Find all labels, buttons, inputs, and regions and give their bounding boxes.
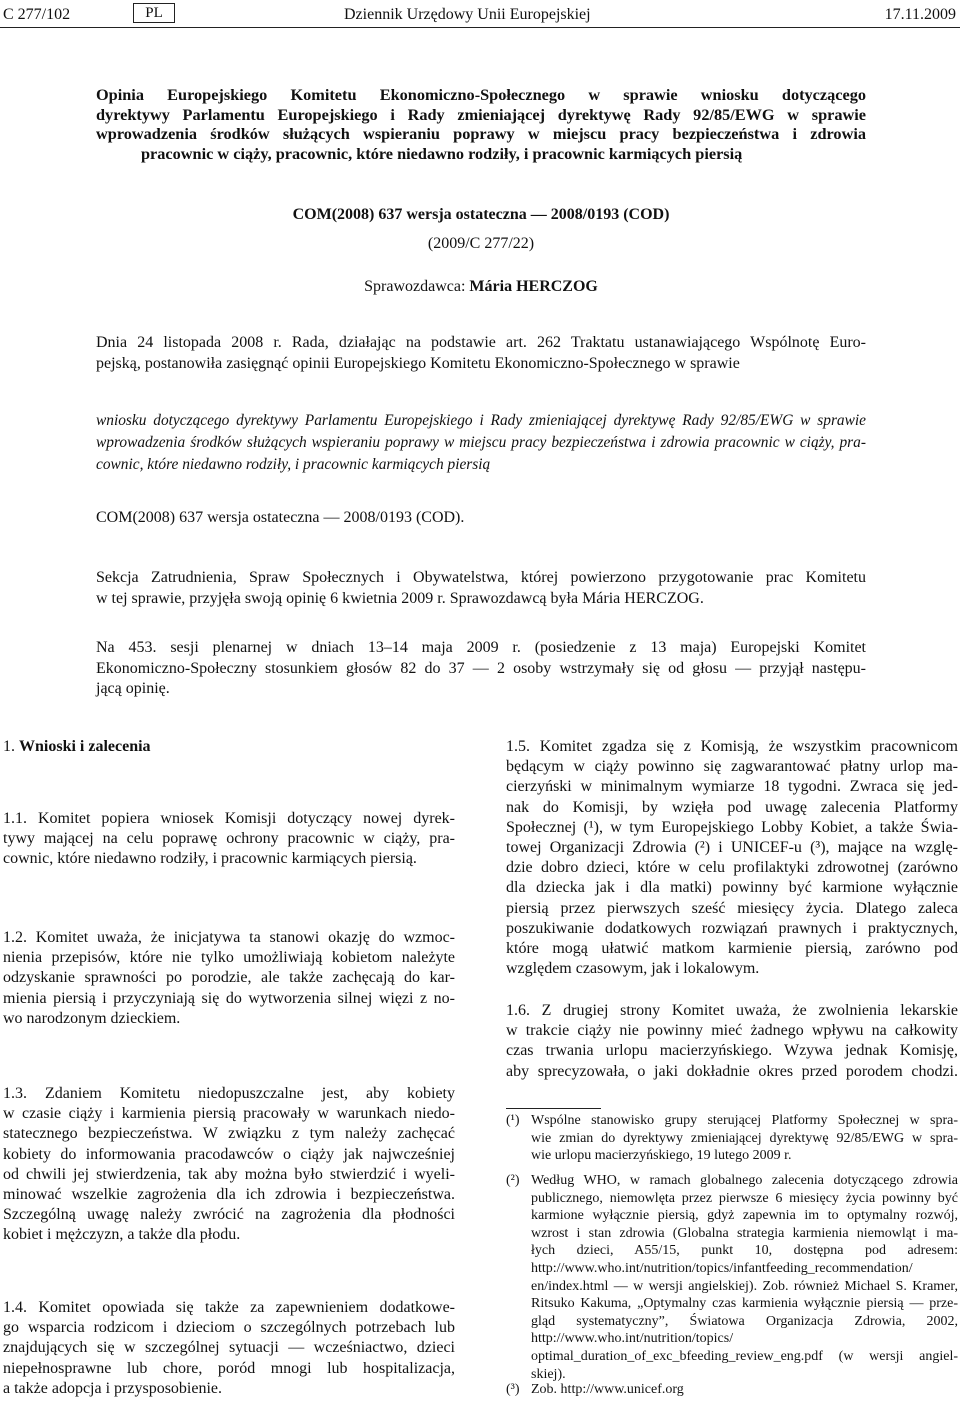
text-line: Według WHO, w ramach globalnego zalecenia dotyczącego zdrowia	[531, 1173, 958, 1188]
text-line: Wspólne stanowisko grupy sterującej Platformy Społecznej w spra-	[531, 1113, 958, 1128]
text-line: jącą opinię.	[96, 680, 170, 697]
text-line: http://www.who.int/nutrition/topics/	[531, 1331, 734, 1347]
paragraph-1-1	[3, 809, 455, 870]
title-line: Opinia Europejskiego Komitetu Ekonomiczno-Społecznego w sprawie wniosku dotyczącego	[96, 85, 866, 104]
text-line: wzrost i stan zdrowia (Globalna strategia karmienia niemowląt i ma-	[531, 1225, 958, 1241]
section-title: Wnioski i zalecenia	[19, 738, 151, 755]
text-line: w czasie ciąży i karmienia piersią pracowały w warunkach niedo-	[3, 1105, 455, 1123]
text-line: a także adopcja i przysposobienie.	[3, 1379, 223, 1397]
text-line: poszukiwanie dodatkowych rozwiązań prawnych i praktycznych,	[506, 919, 958, 937]
text-line: wie urlopu macierzyńskiego, 19 lutego 2009 r.	[531, 1148, 792, 1164]
text-line: tywy mającej na celu poprawę ochrony pracownic w ciąży, pra-	[3, 830, 455, 848]
text-line: aby sprecyzowała, o jaki dokładnie okres przed porodem chodzi.	[506, 1062, 958, 1080]
text-line: znajdujących się w szczególnej sytuacji — wcześniactwo, dzieci	[3, 1339, 455, 1357]
section-heading	[3, 737, 455, 757]
com-reference-line: COM(2008) 637 wersja ostateczna — 2008/0193 (COD).	[96, 509, 465, 526]
proposal-title-italic	[96, 410, 866, 476]
text-line: optimal_duration_of_exc_bfeeding_review_eng.pdf (w wersji angiel-	[531, 1348, 958, 1364]
paragraph-1-5	[506, 737, 958, 979]
text-line: Społecznej (¹), w tym Europejskiego Lobby Kobiet, a także Świa-	[506, 818, 958, 836]
text-line: w tej sprawie, przyjęła swoją opinię 6 kwietnia 2009 r. Sprawozdawcą była Mária HERCZOG.	[96, 589, 704, 607]
text-line: nak do Komisji, by wzięła pod uwagę zalecenia Platformy	[506, 798, 958, 816]
text-line: publicznego, niemowlęta przez pierwsze 6 miesięcy życia powinny być	[531, 1190, 958, 1206]
title-line: pracownic w ciąży, pracownic, które niedawno rodziły, i pracownic karmiących piersią	[141, 143, 743, 163]
text-line: kobiet i mężczyzn, a także dla płodu.	[3, 1226, 241, 1244]
text-line: 1.3. Zdaniem Komitetu niedopuszczalne jest, aby kobiety	[3, 1085, 455, 1102]
footnote-marker: (²)	[506, 1173, 520, 1188]
text-line: cierzyński w minimalnym wymiarze 18 tygodni. Zwraca się jed-	[506, 778, 958, 796]
text-line: niepełnosprawne lub chore, poród mnogi lub hospitalizacja,	[3, 1359, 455, 1377]
text-line: odzyskanie sprawności po porodzie, ale także zachęcają do kar-	[3, 969, 455, 987]
text-line: cownic, które niedawno rodziły, i pracownic karmiących piersią.	[3, 850, 417, 868]
footnote-2	[506, 1172, 958, 1383]
plenary-paragraph	[96, 638, 866, 700]
text-line: w trakcie ciąży nie powinny mieć żadnego wpływu na całkowity	[506, 1022, 958, 1040]
text-line: 1.1. Komitet popiera wniosek Komisji dotyczący nowej dyrek-	[3, 810, 455, 827]
text-line: będącym w ciąży powinno się zagwarantować płatny urlop ma-	[506, 758, 958, 776]
text-line: dla dziecka jak i dla matki) powinny być karmione wyłącznie	[506, 879, 958, 897]
footnote-1	[506, 1112, 958, 1165]
text-line: http://www.who.int/nutrition/topics/infantfeeding_recommendation/	[531, 1260, 913, 1276]
text-line: nienia przepisów, które nie tylko umożliwiają kobietom należyte	[3, 949, 455, 967]
rapporteur-label: Sprawozdawca:	[364, 278, 466, 295]
text-line: 1.2. Komitet uważa, że inicjatywa ta stanowi okazję do wzmoc-	[3, 929, 455, 946]
section-number: 1.	[3, 738, 15, 755]
text-line: wie zmian do dyrektywy zmieniającej dyrektywę 92/85/EWG w spra-	[531, 1130, 958, 1146]
text-line: względem czasowym, jak i lokalowym.	[506, 960, 760, 978]
text-line: 1.5. Komitet zgadza się z Komisją, że wszystkim pracownicom	[506, 738, 958, 755]
text-line: gląd systematyczny”, Światowa Organizacja Zdrowia, 2002,	[531, 1313, 958, 1329]
text-line: cownic, które niedawno rodziły, i pracownic karmiących piersią	[96, 456, 491, 473]
text-line: 1.6. Z drugiej strony Komitet uważa, że zwolnienia lekarskie	[506, 1002, 958, 1019]
text-line: go wsparcia rodzicom i dzieciom o szczególnych potrzebach lub	[3, 1319, 455, 1337]
intro-paragraph	[96, 333, 866, 374]
page-reference: C 277/102	[3, 6, 71, 23]
text-line: Szczególną uwagę należy zwrócić na zagrożenia dla płodności	[3, 1206, 455, 1224]
section-paragraph	[96, 568, 866, 609]
publication-date: 17.11.2009	[884, 6, 956, 23]
text-line: wo narodzonym dzieckiem.	[3, 1009, 181, 1027]
footnote-divider	[506, 1108, 601, 1109]
paragraph-1-4	[3, 1298, 455, 1399]
text-line: Zob. http://www.unicef.org	[531, 1382, 684, 1397]
text-line: Dnia 24 listopada 2008 r. Rada, działając na podstawie art. 262 Traktatu ustanawiającego Wspólnotę Euro-	[96, 334, 866, 351]
paragraph-1-6	[506, 1001, 958, 1082]
text-line: czas trwania urlopu macierzyńskiego. Wzywa jednak Komisję,	[506, 1042, 958, 1060]
paragraph-1-2	[3, 928, 455, 1029]
rapporteur	[96, 277, 866, 297]
title-line: wprowadzenia środków służących wspieraniu poprawy w miejscu pracy bezpieczeństwa i zdrowia	[96, 124, 866, 143]
document-title	[96, 85, 866, 163]
text-line: od chwili jej stwierdzenia, tak aby można było stwierdzić i wyeli-	[3, 1165, 455, 1183]
journal-title: Dziennik Urzędowy Unii Europejskiej	[344, 6, 591, 23]
text-line: Na 453. sesji plenarnej w dniach 13–14 maja 2009 r. (posiedzenie z 13 maja) Europejski Komitet	[96, 639, 866, 656]
text-line: łych dzieci, A55/15, punkt 10, dostępna pod adresem:	[531, 1243, 958, 1259]
header-divider	[0, 27, 960, 28]
text-line: piersią przez pierwszych sześć miesięcy życia. Dlatego zaleca	[506, 899, 958, 917]
text-line: kobiety do informowania pracodawców o ciąży jak najwcześniej	[3, 1145, 455, 1163]
text-line: pejską, postanowiła zasięgnąć opinii Europejskiego Komitetu Ekonomiczno-Społecznego w sprawie	[96, 354, 740, 372]
text-line: Sekcja Zatrudnienia, Spraw Społecznych i Obywatelstwa, której powierzono przygotowanie prac Komitetu	[96, 569, 866, 586]
footnote-3	[506, 1381, 958, 1399]
rapporteur-name: Mária HERCZOG	[469, 278, 598, 295]
text-line: mienia piersią i przyczyniają się do wytworzenia silnej więzi z no-	[3, 989, 455, 1007]
language-badge: PL	[133, 3, 175, 23]
text-line: Ritsuko Kakuma, „Optymalny czas karmienia wyłącznie piersią — prze-	[531, 1296, 958, 1312]
text-line: skiej).	[531, 1366, 566, 1382]
text-line: minować wszelkie zagrożenia dla ich zdrowia i bezpieczeństwa.	[3, 1186, 455, 1204]
footnote-marker: (¹)	[506, 1113, 520, 1128]
text-line: wniosku dotyczącego dyrektywy Parlamentu Europejskiego i Rady zmieniającej dyrektywę Rady 92/85/EWG w sprawie	[96, 412, 866, 429]
text-line: statecznego bezpieczeństwa. W związku z tym należy zachęcać	[3, 1125, 455, 1143]
text-line: które mogą ułatwić matkom karmienie piersią, zarówno pod	[506, 940, 958, 958]
text-line: en/index.html — w wersji angielskiej). Zob. również Michael S. Kramer,	[531, 1278, 958, 1294]
text-line: Ekonomiczno-Społeczny stosunkiem głosów 82 do 37 — 2 osoby wstrzymały się od głosu — przyjął następu-	[96, 659, 866, 677]
title-line: dyrektywy Parlamentu Europejskiego i Rady zmieniającej dyrektywę Rady 92/85/EWG w sprawie	[96, 104, 866, 124]
paragraph-1-3	[3, 1084, 455, 1246]
footnote-marker: (³)	[506, 1382, 520, 1397]
text-line: wprowadzenia środków służących wspieraniu poprawy w miejscu pracy bezpieczeństwa i zdrowia pracownic w ciąży, pra-	[96, 434, 866, 451]
text-line: towej Organizacji Zdrowia (²) i UNICEF-u (³), mające na wzglę-	[506, 839, 958, 857]
text-line: 1.4. Komitet opowiada się także za zapewnieniem dodatkowe-	[3, 1299, 455, 1316]
com-reference: COM(2008) 637 wersja ostateczna — 2008/0193 (COD)	[292, 206, 670, 223]
oj-reference: (2009/C 277/22)	[427, 235, 535, 252]
text-line: karmione wyłącznie piersią, gdyż zapewnia im to optymalny rozwój,	[531, 1208, 958, 1224]
text-line: dzie dobro dzieci, które w celu profilaktyki zdrowotnej (zarówno	[506, 859, 958, 877]
